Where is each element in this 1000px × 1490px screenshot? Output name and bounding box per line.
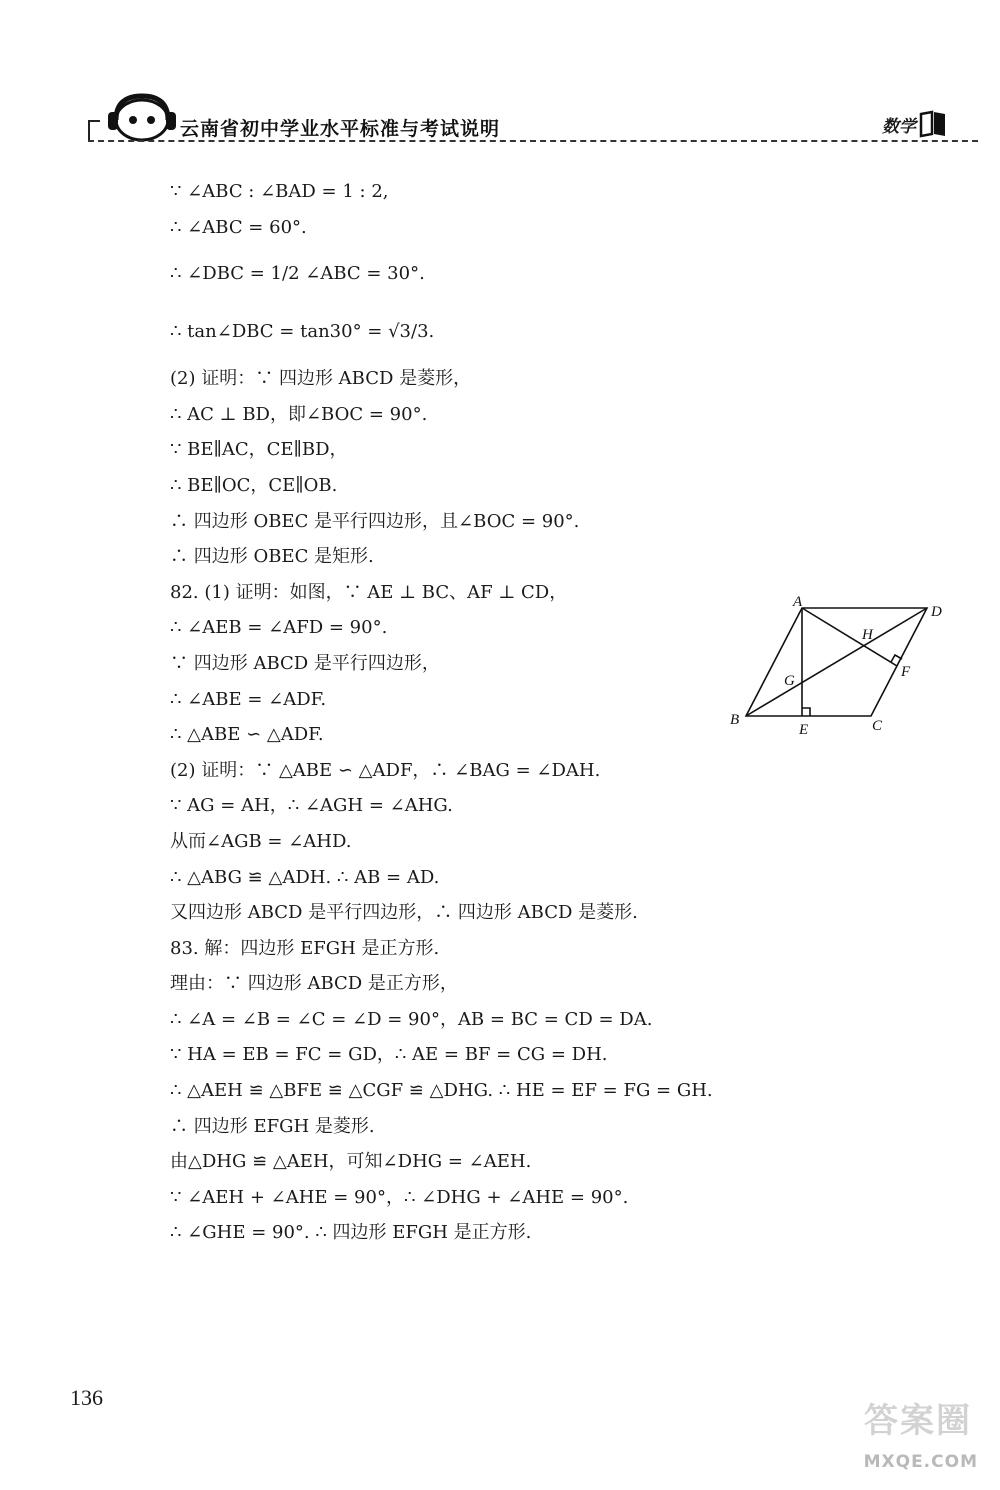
mascot-icon bbox=[106, 92, 178, 142]
text-line: ∴ AC ⊥ BD，即∠BOC = 90°. bbox=[170, 403, 428, 425]
text-line: ∴ ∠ABC = 60°. bbox=[170, 216, 307, 238]
text-line: ∵ ∠AEH + ∠AHE = 90°，∴ ∠DHG + ∠AHE = 90°. bbox=[170, 1186, 629, 1208]
text-line: ∵ 四边形 ABCD 是平行四边形， bbox=[170, 652, 440, 674]
header-divider bbox=[88, 140, 978, 142]
text-line: ∵ AG = AH，∴ ∠AGH = ∠AHG. bbox=[170, 795, 453, 817]
label-c: C bbox=[872, 718, 883, 734]
text-line: ∴ △ABG ≌ △ADH. ∴ AB = AD. bbox=[170, 866, 440, 888]
text-line: ∴ ∠GHE = 90°. ∴ 四边形 EFGH 是正方形. bbox=[170, 1222, 532, 1244]
label-a: A bbox=[793, 594, 803, 610]
segment-af bbox=[802, 608, 897, 666]
book-icon bbox=[918, 110, 948, 138]
text-line: ∴ tan∠DBC = tan30° = √3/3. bbox=[170, 321, 435, 343]
text-line: ∴ △ABE ∽ △ADF. bbox=[170, 724, 324, 746]
text-line: 82. (1) 证明：如图，∵ AE ⊥ BC、AF ⊥ CD， bbox=[170, 581, 568, 603]
header-title: 云南省初中学业水平标准与考试说明 bbox=[180, 118, 501, 140]
label-e: E bbox=[799, 722, 809, 738]
right-angle-e bbox=[802, 708, 810, 716]
text-line: 从而∠AGB = ∠AHD. bbox=[170, 830, 352, 852]
label-d: D bbox=[931, 604, 942, 620]
header-corner bbox=[88, 120, 100, 142]
text-line: ∵ ∠ABC : ∠BAD = 1 : 2, bbox=[170, 181, 389, 202]
text-line: 理由：∵ 四边形 ABCD 是正方形， bbox=[170, 973, 458, 995]
text-line: ∵ HA = EB = FC = GD，∴ AE = BF = CG = DH. bbox=[170, 1044, 608, 1066]
text-line: ∴ 四边形 OBEC 是平行四边形，且∠BOC = 90°. bbox=[170, 510, 580, 532]
text-line: ∴ 四边形 EFGH 是菱形. bbox=[170, 1115, 375, 1137]
parallelogram-figure bbox=[725, 592, 955, 742]
watermark-url: MXQE.COM bbox=[863, 1452, 978, 1472]
text-line: ∴ BE∥OC，CE∥OB. bbox=[170, 474, 338, 496]
text-line: (2) 证明：∵ 四边形 ABCD 是菱形， bbox=[170, 368, 472, 390]
page-number: 136 bbox=[70, 1385, 103, 1410]
solution-text bbox=[170, 174, 730, 1251]
label-b: B bbox=[730, 712, 740, 728]
text-line: ∴ ∠A = ∠B = ∠C = ∠D = 90°，AB = BC = CD = DA. bbox=[170, 1008, 653, 1030]
text-line: ∵ BE∥AC，CE∥BD， bbox=[170, 439, 348, 461]
text-line: ∴ ∠DBC = 1/2 ∠ABC = 30°. bbox=[170, 263, 425, 285]
text-line: 83. 解：四边形 EFGH 是正方形. bbox=[170, 937, 440, 959]
text-line: 又四边形 ABCD 是平行四边形，∴ 四边形 ABCD 是菱形. bbox=[170, 902, 638, 924]
text-line: ∴ ∠ABE = ∠ADF. bbox=[170, 688, 327, 710]
label-h: H bbox=[862, 627, 873, 643]
label-g: G bbox=[784, 673, 795, 689]
text-line: (2) 证明：∵ △ABE ∽ △ADF，∴ ∠BAG = ∠DAH. bbox=[170, 759, 601, 781]
text-line: ∴ △AEH ≌ △BFE ≌ △CGF ≌ △DHG. ∴ HE = EF = FG = GH. bbox=[170, 1080, 713, 1102]
watermark-logo: 答案圈 bbox=[864, 1401, 972, 1441]
text-line: ∴ 四边形 OBEC 是矩形. bbox=[170, 546, 374, 568]
header-subject: 数学 bbox=[882, 117, 916, 137]
page-header bbox=[88, 92, 978, 154]
label-f: F bbox=[901, 664, 911, 680]
text-line: ∴ ∠AEB = ∠AFD = 90°. bbox=[170, 617, 388, 639]
text-line: 由△DHG ≌ △AEH，可知∠DHG = ∠AEH. bbox=[170, 1151, 532, 1173]
